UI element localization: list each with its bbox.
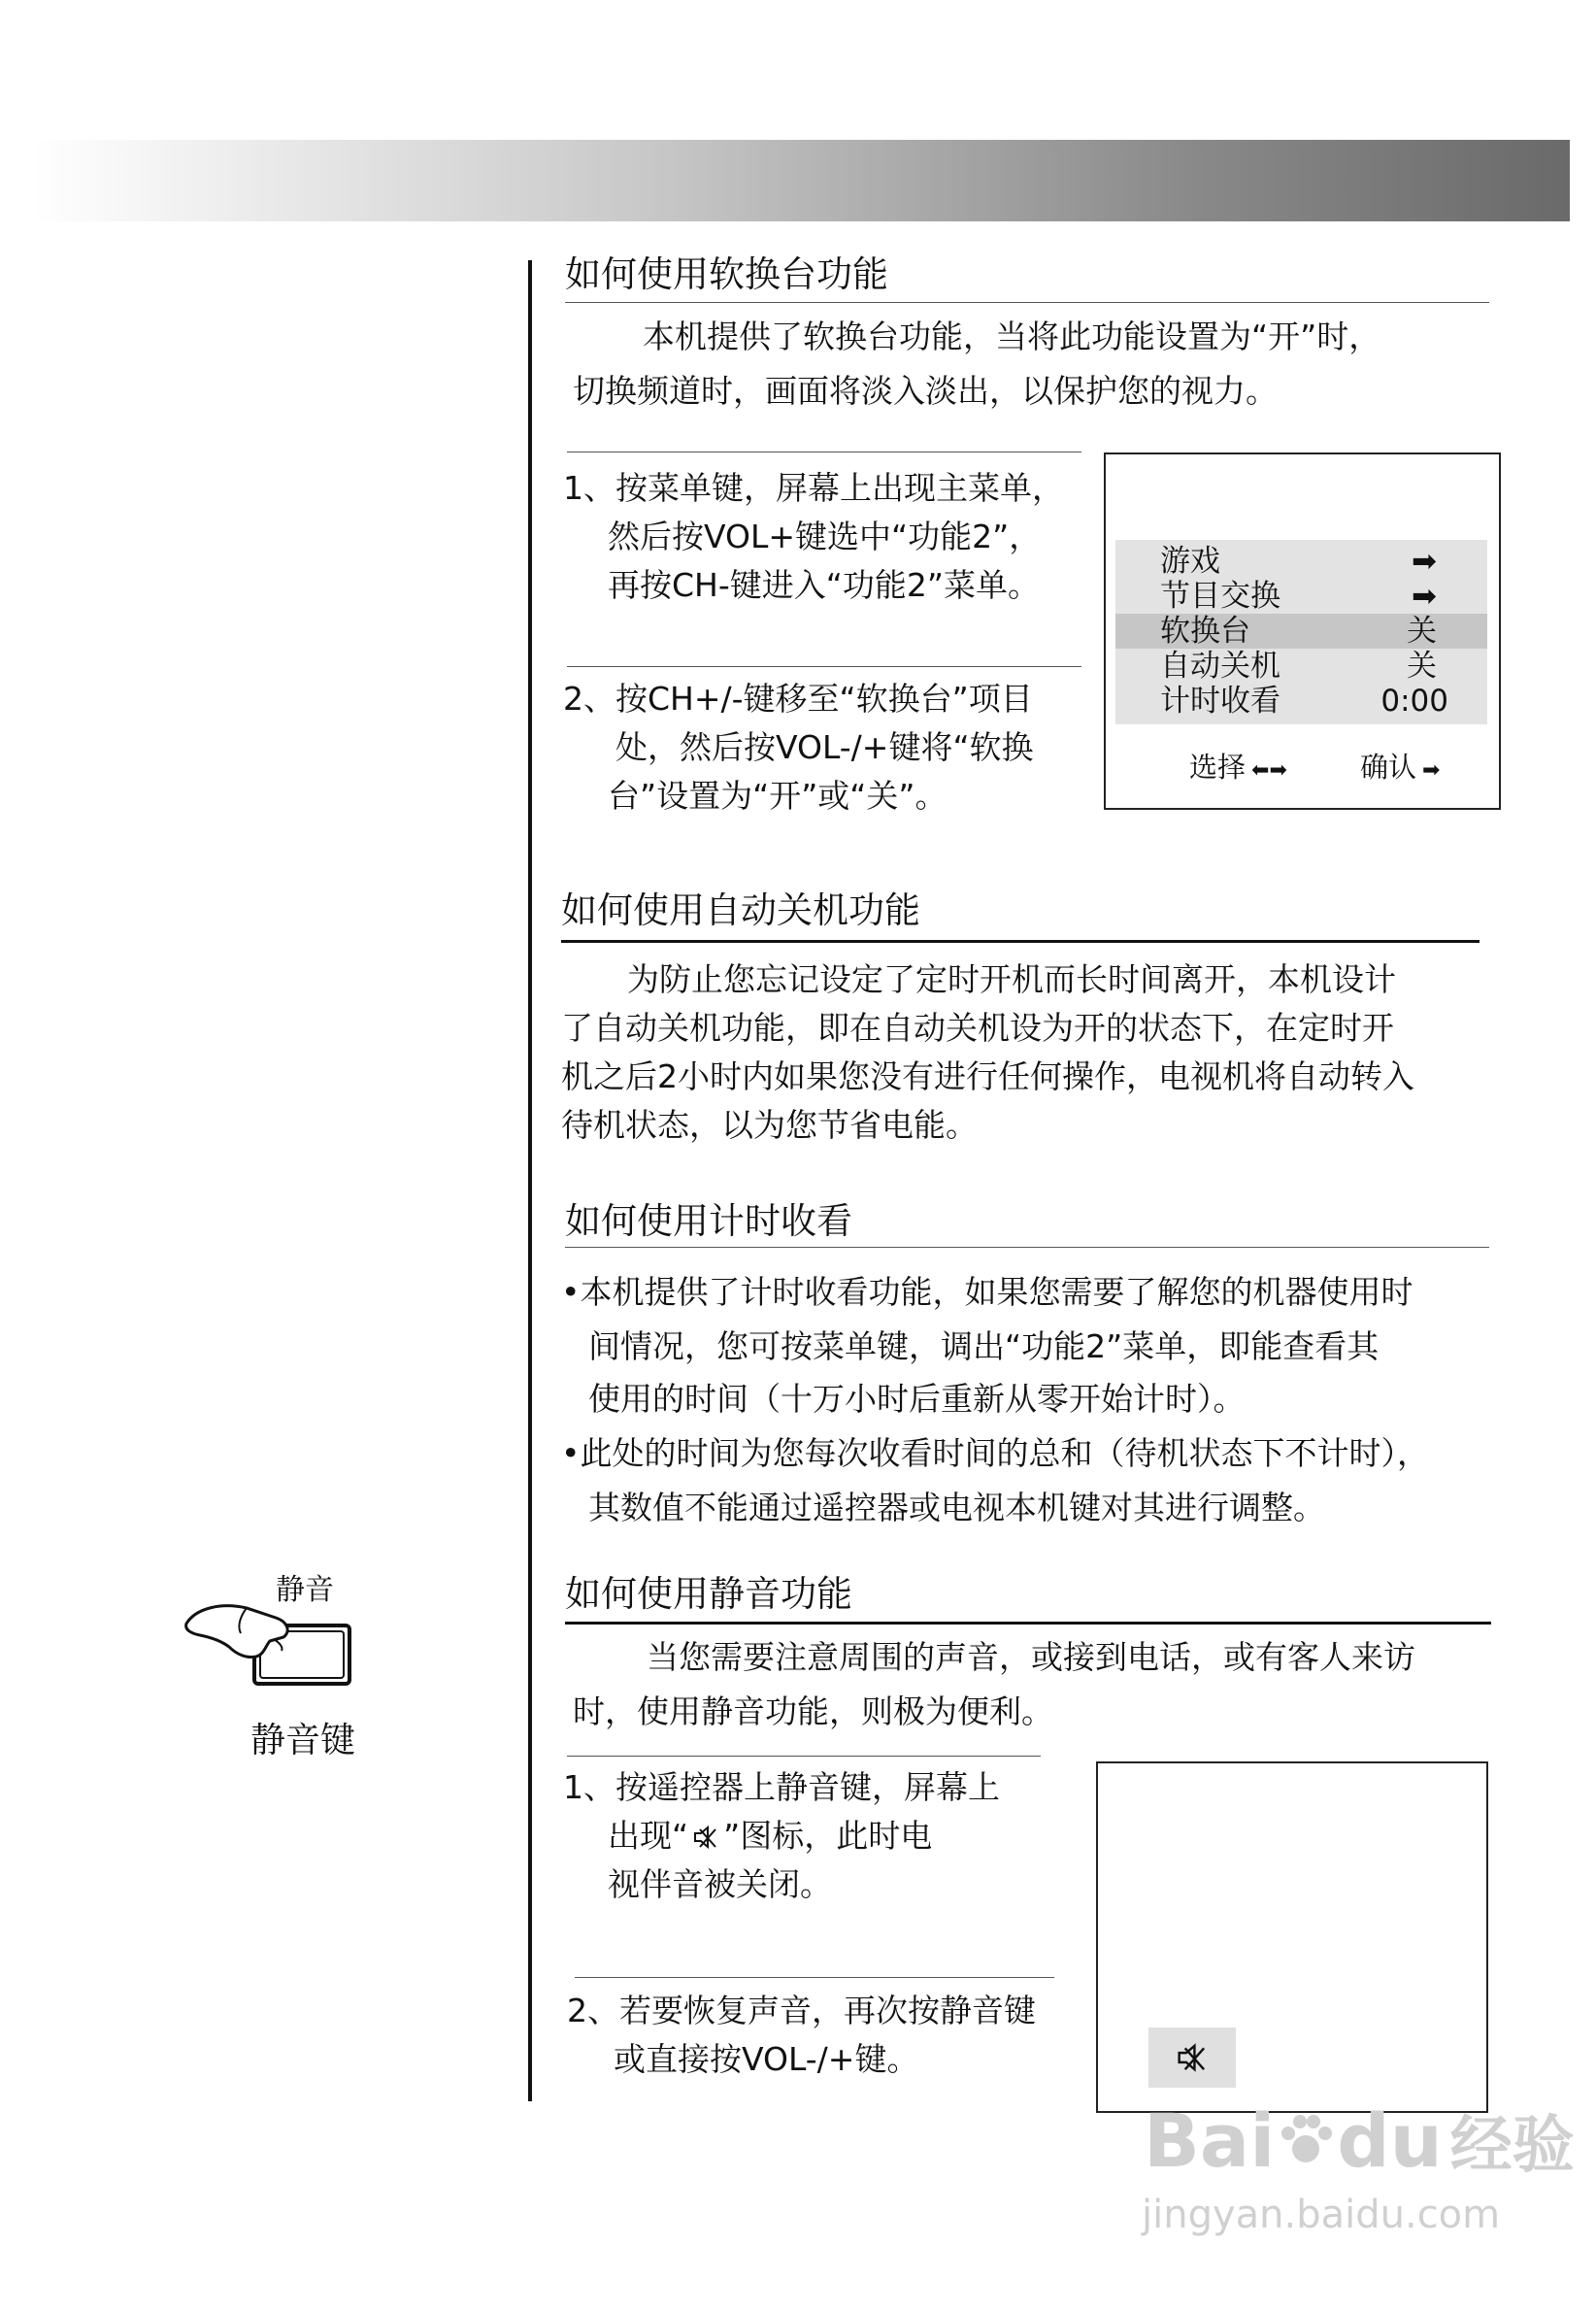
left-right-arrows-icon: ⬅➡ xyxy=(1251,758,1287,783)
step-2-line: 或直接按VOL-/+键。 xyxy=(614,2040,919,2078)
watermark-brand: du xyxy=(1337,2097,1443,2184)
menu-footer-select xyxy=(1189,746,1287,786)
menu-footer-confirm xyxy=(1360,746,1440,786)
step-1-line: 再按CH-键进入“功能2”菜单。 xyxy=(608,566,1040,604)
paragraph-line: 为防止您忘记设定了定时开机而长时间离开，本机设计 xyxy=(627,960,1396,998)
step-2-line: 2、若要恢复声音，再次按静音键 xyxy=(567,1992,1036,2029)
menu-item-value: 关 xyxy=(1407,649,1437,684)
mute-key-top-label: 静音 xyxy=(276,1573,334,1607)
mute-icon xyxy=(692,1824,719,1851)
watermark-url: jingyan.baidu.com xyxy=(1142,2193,1501,2237)
step-2-line: 2、按CH+/-键移至“软换台”项目 xyxy=(563,680,1033,718)
paragraph-line: 切换频道时，画面将淡入淡出，以保护您的视力。 xyxy=(573,372,1278,410)
step-rule xyxy=(567,666,1081,667)
section-title-soft-switch: 如何使用软换台功能 xyxy=(565,253,888,295)
section-rule xyxy=(565,1622,1491,1625)
confirm-label: 确认 xyxy=(1360,751,1417,784)
watermark-brand-cn: 经验 xyxy=(1449,2110,1575,2182)
paw-icon xyxy=(1275,2110,1337,2172)
section-rule xyxy=(565,302,1489,303)
section-rule xyxy=(561,940,1480,943)
step-1-text: ”图标，此时电 xyxy=(723,1817,933,1855)
menu-item-value: 关 xyxy=(1407,614,1437,649)
content-divider xyxy=(528,260,532,2101)
mute-key-caption: 静音键 xyxy=(250,1721,356,1760)
watermark-brand: Bai xyxy=(1144,2097,1276,2184)
mute-key-hand-icon xyxy=(183,1587,373,1693)
step-rule xyxy=(567,1756,1041,1757)
menu-item-label: 游戏 xyxy=(1160,544,1220,579)
osd-menu-screen xyxy=(1104,452,1501,810)
step-1-line: 1、按菜单键，屏幕上出现主菜单， xyxy=(563,469,1064,507)
menu-item-soft-switch xyxy=(1115,614,1487,649)
menu-item-label: 计时收看 xyxy=(1160,684,1280,719)
bullet-line: 使用的时间（十万小时后重新从零开始计时）。 xyxy=(588,1380,1246,1418)
tv-screen-mute xyxy=(1096,1761,1488,2113)
section-rule xyxy=(565,1247,1489,1248)
menu-item-label: 自动关机 xyxy=(1160,649,1280,684)
right-arrow-icon: ➡ xyxy=(1412,544,1437,579)
paragraph-line: 机之后2小时内如果您没有进行任何操作，电视机将自动转入 xyxy=(561,1057,1414,1095)
section-title-auto-off: 如何使用自动关机功能 xyxy=(561,889,920,931)
menu-item-label: 节目交换 xyxy=(1160,579,1280,614)
step-2-line: 台”设置为“开”或“关”。 xyxy=(608,777,948,815)
paragraph-line: 了自动关机功能，即在自动关机设为开的状态下，在定时开 xyxy=(561,1009,1394,1047)
menu-item-label: 软换台 xyxy=(1160,614,1250,649)
section-title-mute: 如何使用静音功能 xyxy=(565,1573,852,1615)
paragraph-line: 本机提供了软换台功能，当将此功能设置为“开”时， xyxy=(643,318,1381,355)
bullet-line: 间情况，您可按菜单键，调出“功能2”菜单，即能查看其 xyxy=(588,1327,1380,1365)
step-rule xyxy=(575,1977,1054,1978)
watermark-logo xyxy=(1144,2095,1575,2185)
step-2-line: 处，然后按VOL-/+键将“软换 xyxy=(615,728,1034,766)
bullet-line: 其数值不能通过遥控器或电视本机键对其进行调整。 xyxy=(588,1489,1325,1526)
bullet-line: •此处的时间为您每次收看时间的总和（待机状态下不计时）， xyxy=(561,1434,1429,1472)
step-1-line: 视伴音被关闭。 xyxy=(608,1865,832,1903)
paragraph-line: 待机状态，以为您节省电能。 xyxy=(561,1106,978,1144)
step-1-line: 1、按遥控器上静音键，屏幕上 xyxy=(563,1768,1000,1806)
mute-icon xyxy=(1176,2041,1209,2074)
select-label: 选择 xyxy=(1189,751,1247,784)
section-title-timer-watch: 如何使用计时收看 xyxy=(565,1200,852,1242)
step-1-line xyxy=(608,1812,932,1860)
right-arrow-icon: ➡ xyxy=(1412,579,1437,614)
menu-item-value: 0:00 xyxy=(1380,684,1448,719)
mute-icon-box xyxy=(1148,2027,1236,2088)
step-1-text: 出现“ xyxy=(608,1817,689,1855)
paragraph-line: 时，使用静音功能，则极为便利。 xyxy=(573,1692,1053,1730)
bullet-line: •本机提供了计时收看功能，如果您需要了解您的机器使用时 xyxy=(561,1273,1413,1311)
header-gradient-bar xyxy=(32,140,1570,221)
right-arrow-icon: ➡ xyxy=(1422,758,1441,783)
step-1-line: 然后按VOL+键选中“功能2”， xyxy=(608,518,1042,555)
paragraph-line: 当您需要注意周围的声音，或接到电话，或有客人来访 xyxy=(647,1638,1415,1676)
